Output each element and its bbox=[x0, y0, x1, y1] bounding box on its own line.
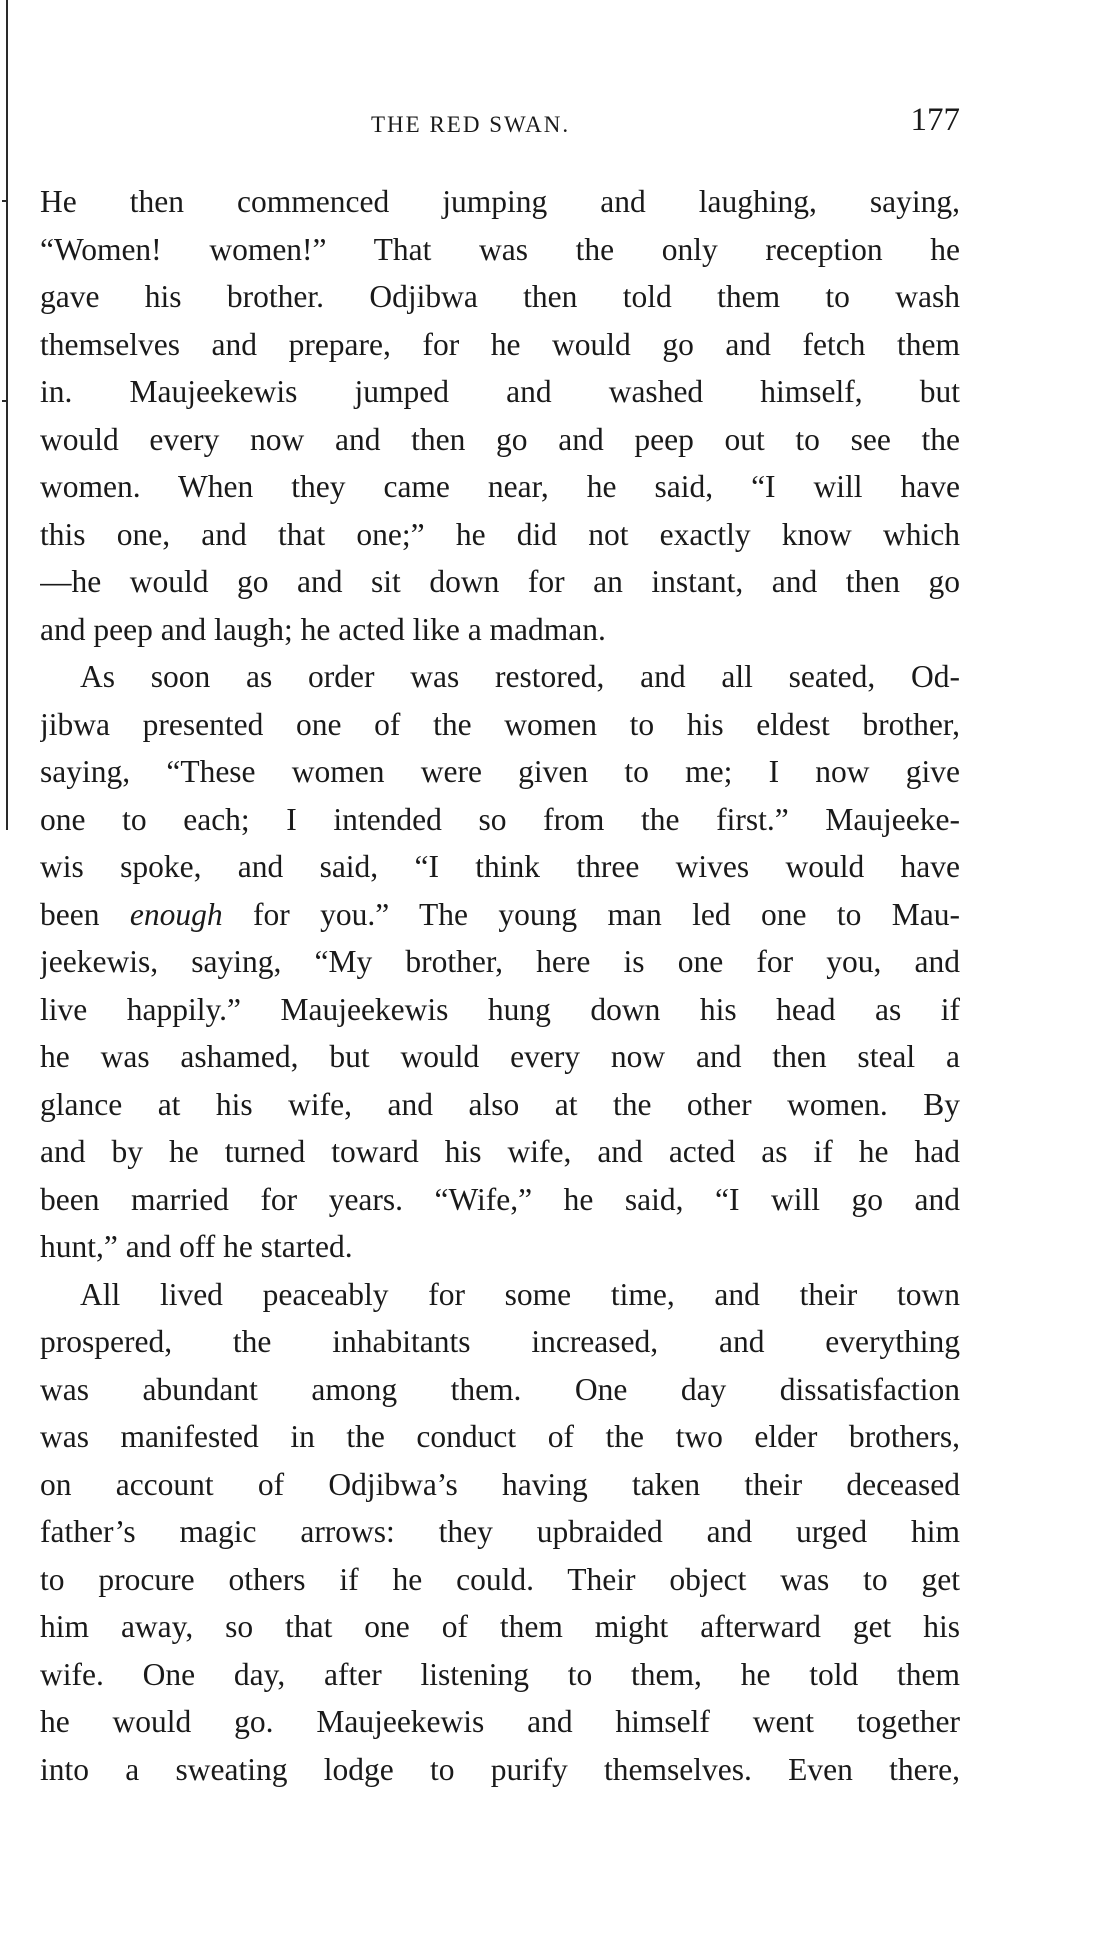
text-line: father’s magic arrows: they upbraided and urged him bbox=[40, 1514, 960, 1549]
binding-mark bbox=[2, 400, 8, 402]
running-title: THE RED SWAN. bbox=[371, 112, 571, 137]
text-line: As soon as order was restored, and all seated, Od- bbox=[80, 659, 960, 694]
text-line: he was ashamed, but would every now and then steal a bbox=[40, 1039, 960, 1074]
text-line: prospered, the inhabitants increased, and everything bbox=[40, 1324, 960, 1359]
text-line: on account of Odjibwa’s having taken their deceased bbox=[40, 1466, 960, 1502]
text-line: and peep and laugh; he acted like a madman. bbox=[40, 611, 606, 647]
text-line: wife. One day, after listening to them, he told them bbox=[40, 1656, 960, 1692]
text-line: jeekewis, saying, “My brother, here is one for you, and bbox=[40, 944, 960, 979]
text-line: hunt,” and off he started. bbox=[40, 1229, 353, 1264]
text-line: live happily.” Maujeekewis hung down his head as if bbox=[40, 991, 960, 1027]
text-line: in. Maujeekewis jumped and washed himself, but bbox=[40, 374, 960, 409]
text-line: he would go. Maujeekewis and himself went together bbox=[40, 1704, 960, 1739]
body-text bbox=[40, 178, 960, 1793]
text-line: themselves and prepare, for he would go and fetch them bbox=[40, 326, 960, 362]
text-line: this one, and that one;” he did not exactly know which bbox=[40, 516, 960, 552]
text-line: jibwa presented one of the women to his eldest brother, bbox=[40, 706, 960, 742]
text-line: one to each; I intended so from the first.” Maujeeke- bbox=[40, 801, 960, 837]
text-line: glance at his wife, and also at the other women. By bbox=[40, 1086, 960, 1122]
text-line: “Women! women!” That was the only reception he bbox=[40, 231, 960, 267]
text-line: gave his brother. Odjibwa then told them to wash bbox=[40, 279, 960, 314]
text-line: to procure others if he could. Their object was to get bbox=[40, 1561, 960, 1597]
text-line: was manifested in the conduct of the two elder brothers, bbox=[40, 1419, 960, 1454]
binding-edge bbox=[6, 0, 8, 830]
text-line: been enough for you.” The young man led one to Mau- bbox=[40, 896, 960, 932]
text-line: saying, “These women were given to me; I now give bbox=[40, 754, 960, 789]
binding-mark bbox=[2, 200, 8, 202]
page-number: 177 bbox=[910, 102, 960, 138]
emphasized-word: enough bbox=[129, 896, 223, 932]
text-line: into a sweating lodge to purify themselves. Even there, bbox=[40, 1751, 960, 1787]
text-line: women. When they came near, he said, “I will have bbox=[40, 469, 960, 504]
text-line: All lived peaceably for some time, and their town bbox=[80, 1276, 960, 1312]
text-line: would every now and then go and peep out to see the bbox=[40, 421, 960, 457]
text-line: been married for years. “Wife,” he said, “I will go and bbox=[40, 1181, 960, 1217]
text-line: him away, so that one of them might afterward get his bbox=[40, 1609, 960, 1644]
text-line: and by he turned toward his wife, and acted as if he had bbox=[40, 1134, 960, 1169]
text-line: —he would go and sit down for an instant, and then go bbox=[40, 564, 960, 599]
text-line: He then commenced jumping and laughing, saying, bbox=[40, 184, 960, 219]
text-line: was abundant among them. One day dissatisfaction bbox=[40, 1371, 960, 1407]
text-line: wis spoke, and said, “I think three wives would have bbox=[40, 849, 960, 884]
page-header bbox=[40, 100, 960, 150]
